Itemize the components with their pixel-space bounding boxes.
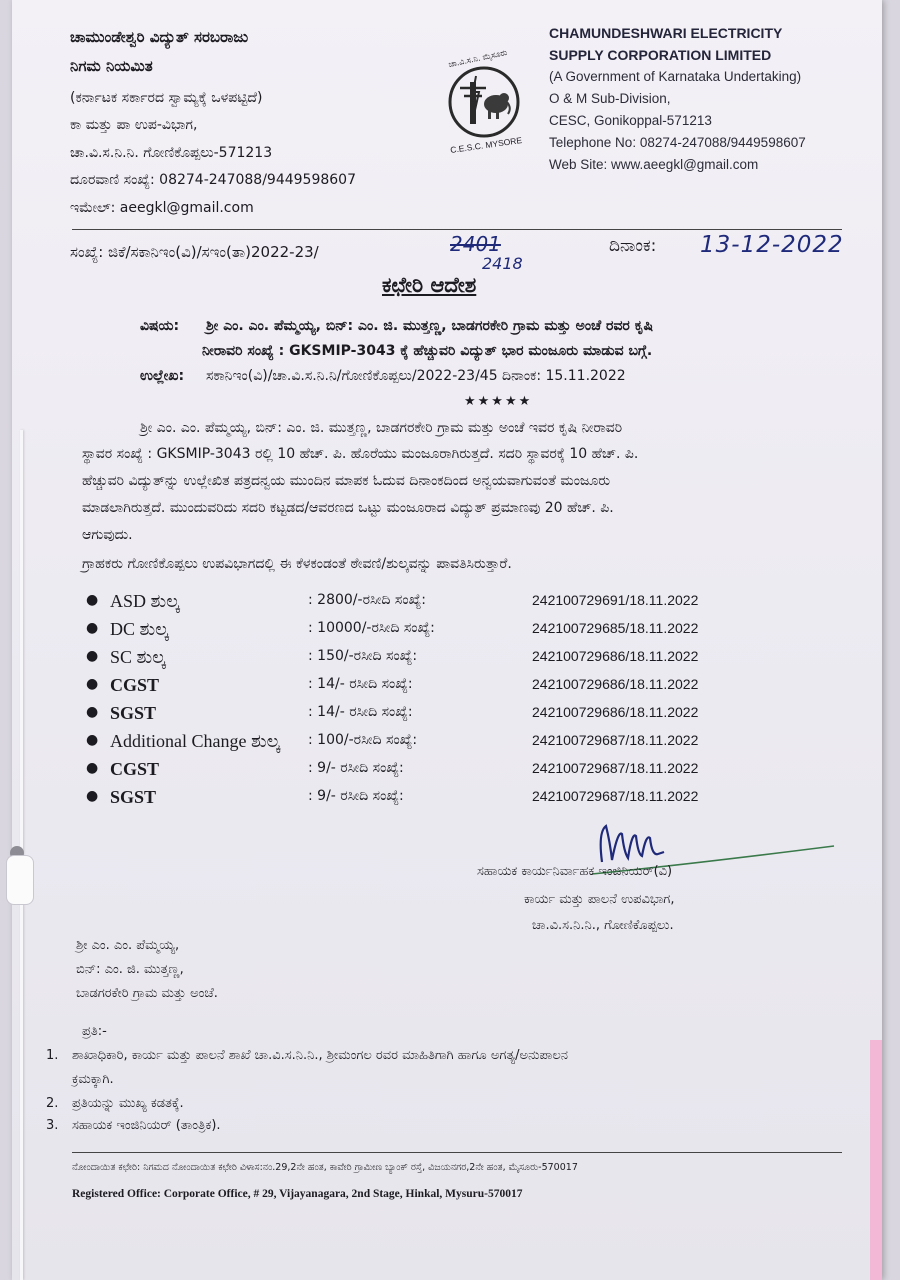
- body-para-1-line-1: ಶ್ರೀ ಎಂ. ಎಂ. ಪೆಮ್ಮಯ್ಯ, ಬಿನ್: ಎಂ. ಜಿ. ಮುತ್ತಣ್ಣ, ಬಾಡಗರಕೇರಿ ಗ್ರಾಮ ಮತ್ತು ಅಂಚೆ ಇವರ ಕೃಷಿ ನೀರಾವರಿ: [140, 420, 623, 436]
- subject-line-2: ನೀರಾವರಿ ಸಂಖ್ಯೆ : GKSMIP-3043 ಕ್ಕೆ ಹೆಚ್ಚುವರಿ ವಿದ್ಯುತ್ ಭಾರ ಮಂಜೂರು ಮಾಡುವ ಬಗ್ಗೆ.: [202, 343, 653, 359]
- en-gov-note: (A Government of Karnataka Undertaking): [549, 69, 802, 84]
- fee-amount: : 14/- ರಸೀದಿ ಸಂಖ್ಯೆ:: [308, 704, 413, 720]
- bullet-icon: ●: [86, 704, 99, 720]
- header-english: [549, 22, 806, 176]
- fee-receipt: 242100729687/18.11.2022: [532, 732, 699, 748]
- bullet-icon: ●: [86, 676, 99, 692]
- copy-item-num: 2.: [46, 1096, 59, 1111]
- en-org-name-2: SUPPLY CORPORATION LIMITED: [549, 47, 772, 63]
- en-phone: Telephone No: 08274-247088/9449598607: [549, 135, 806, 150]
- order-number-label: ಸಂಖ್ಯೆ: ಜಿಕೆ/ಸಕಾನಿಇಂ(ವಿ)/ಸಇಂ(ತಾ)2022-23/: [70, 243, 319, 261]
- copy-item-num: 1.: [46, 1048, 59, 1063]
- reference-text: ಸಕಾನಿಇಂ(ವಿ)/ಚಾ.ವಿ.ಸ.ನಿ.ನಿ/ಗೋಣಿಕೊಪ್ಪಲು/2022-23/45 ದಿನಾಂಕ: 15.11.2022: [206, 368, 626, 384]
- date-label: ದಿನಾಂಕ:: [609, 236, 657, 256]
- kn-cesc-address: ಚಾ.ವಿ.ಸ.ನಿ.ನಿ. ಗೋಣಿಕೊಪ್ಪಲು-571213: [70, 144, 273, 161]
- body-para-1-line-5: ಆಗುವುದು.: [82, 527, 133, 543]
- kn-org-name: ಚಾಮುಂಡೇಶ್ವರಿ ವಿದ್ಯುತ್ ಸರಬರಾಜು: [70, 28, 249, 46]
- fee-row: [86, 702, 786, 728]
- fee-amount: : 14/- ರಸೀದಿ ಸಂಖ್ಯೆ:: [308, 676, 413, 692]
- fee-row: [86, 590, 786, 616]
- footer-divider: [72, 1152, 842, 1153]
- fee-receipt: 242100729687/18.11.2022: [532, 788, 699, 804]
- fee-receipt: 242100729686/18.11.2022: [532, 648, 699, 664]
- logo-text-bottom: C.E.S.C. MYSORE: [449, 135, 523, 155]
- signatory-company: ಚಾ.ವಿ.ಸ.ನಿ.ನಿ., ಗೋಣಿಕೊಪ್ಪಲು.: [532, 918, 674, 933]
- kn-email: ಇಮೇಲ್: aeegkl@gmail.com: [70, 199, 254, 216]
- fee-name: SGST: [110, 787, 157, 807]
- en-org-name-1: CHAMUNDESHWARI ELECTRICITY: [549, 25, 783, 41]
- fee-row: [86, 618, 786, 644]
- fee-receipt: 242100729686/18.11.2022: [532, 676, 699, 692]
- bullet-icon: ●: [86, 788, 99, 804]
- copy-item-text: ಶಾಖಾಧಿಕಾರಿ, ಕಾರ್ಯ ಮತ್ತು ಪಾಲನೆ ಶಾಖೆ ಚಾ.ವಿ.ಸ.ನಿ.ನಿ., ಶ್ರೀಮಂಗಲ ರವರ ಮಾಹಿತಿಗಾಗಿ ಹಾಗೂ ಅಗತ್ಯ/ಅನುಪಾಲನ: [72, 1048, 569, 1063]
- en-cesc-address: CESC, Gonikoppal-571213: [549, 113, 712, 128]
- copy-item-text-cont: ಕ್ರಮಕ್ಕಾಗಿ.: [72, 1072, 114, 1087]
- fee-amount: : 100/-ರಸೀದಿ ಸಂಖ್ಯೆ:: [308, 732, 418, 748]
- bullet-icon: ●: [86, 732, 99, 748]
- fee-name: DC ಶುಲ್ಕ: [110, 619, 169, 639]
- fee-receipt: 242100729691/18.11.2022: [532, 592, 699, 608]
- cesc-logo: [430, 48, 538, 156]
- fee-name: ASD ಶುಲ್ಕ: [110, 591, 180, 611]
- fee-row: [86, 674, 786, 700]
- copy-item-num: 3.: [46, 1118, 59, 1133]
- footer-kannada: ನೋಂದಾಯಿತ ಕಛೇರಿ: ನಿಗಮದ ನೋಂದಾಯಿತ ಕಛೇರಿ ವಿಳಾಸ:ನಂ.29,2ನೇ ಹಂತ, ಕಾವೇರಿ ಗ್ರಾಮೀಣ ಬ್ಯಾಂಕ್ ರಸ್ತೆ, ವಿಜಯನಗರ,2ನೇ ಹಂತ, ಮೈಸೂರು-570017: [72, 1162, 578, 1173]
- order-number-struck: 2401: [450, 232, 501, 256]
- fee-row: [86, 758, 786, 784]
- fee-name: CGST: [110, 759, 160, 779]
- reference-label: ಉಲ್ಲೇಖ:: [140, 368, 185, 384]
- fee-amount: : 9/- ರಸೀದಿ ಸಂಖ್ಯೆ:: [308, 760, 404, 776]
- fee-row: [86, 730, 786, 756]
- bullet-icon: ●: [86, 620, 99, 636]
- fee-amount: : 9/- ರಸೀದಿ ಸಂಖ್ಯೆ:: [308, 788, 404, 804]
- fee-name: SGST: [110, 703, 157, 723]
- header-kannada: [70, 28, 356, 227]
- body-para-1-line-3: ಹೆಚ್ಚುವರಿ ವಿದ್ಯುತ್‌ನ್ನು ಉಲ್ಲೇಖಿತ ಪತ್ರದನ್ವಯ ಮುಂದಿನ ಮಾಪಕ ಓದುವ ದಿನಾಂಕದಿಂದ ಅನ್ವಯವಾಗುವಂತೆ ಮಂಜೂರು: [82, 473, 611, 489]
- addressee-line-1: ಶ್ರೀ ಎಂ. ಎಂ. ಪೆಮ್ಮಯ್ಯ,: [76, 938, 180, 953]
- kn-division: ಕಾ ಮತ್ತು ಪಾ ಉಪ-ವಿಭಾಗ,: [70, 117, 198, 133]
- fee-name: CGST: [110, 675, 160, 695]
- footer-english: Registered Office: Corporate Office, # 29, Vijayanagara, 2nd Stage, Hinkal, Mysuru-570017: [72, 1188, 523, 1200]
- order-number: [70, 243, 319, 262]
- fee-row: [86, 646, 786, 672]
- fee-name: Additional Change ಶುಲ್ಕ: [110, 731, 280, 751]
- signatory-office: ಕಾರ್ಯ ಮತ್ತು ಪಾಲನೆ ಉಪವಿಭಾಗ,: [524, 892, 675, 907]
- body-para-1-line-4: ಮಾಡಲಾಗಿರುತ್ತದೆ. ಮುಂದುವರಿದು ಸದರಿ ಕಟ್ಟಡದ/ಆವರಣದ ಒಟ್ಟು ಮಂಜೂರಾದ ವಿದ್ಯುತ್ ಪ್ರಮಾಣವು 20 ಹೆಚ್. ಪಿ.: [82, 500, 614, 516]
- fee-receipt: 242100729686/18.11.2022: [532, 704, 699, 720]
- copy-item-text: ಸಹಾಯಕ ಇಂಜಿನಿಯರ್ (ತಾಂತ್ರಿಕ).: [72, 1118, 221, 1133]
- kn-org-name-2: ನಿಗಮ ನಿಯಮಿತ: [70, 56, 153, 75]
- en-subdivision: O & M Sub-Division,: [549, 91, 671, 106]
- bullet-icon: ●: [86, 648, 99, 664]
- binder-clip: [6, 855, 34, 905]
- stars-separator: ★★★★★: [464, 394, 533, 409]
- bullet-icon: ●: [86, 592, 99, 608]
- addressee-line-2: ಬಿನ್: ಎಂ. ಜಿ. ಮುತ್ತಣ್ಣ,: [76, 962, 184, 977]
- fee-amount: : 10000/-ರಸೀದಿ ಸಂಖ್ಯೆ:: [308, 620, 435, 636]
- body-para-2: ಗ್ರಾಹಕರು ಗೋಣಿಕೊಪ್ಪಲು ಉಪವಿಭಾಗದಲ್ಲಿ ಈ ಕೆಳಕಂಡಂತೆ ಠೇವಣಿ/ಶುಲ್ಕವನ್ನು ಪಾವತಿಸಿರುತ್ತಾರೆ.: [82, 556, 512, 572]
- fee-receipt: 242100729687/18.11.2022: [532, 760, 699, 776]
- kn-gov-note: (ಕರ್ನಾಟಕ ಸರ್ಕಾರದ ಸ್ವಾಮ್ಯಕ್ಕೆ ಒಳಪಟ್ಟಿದೆ): [70, 89, 263, 106]
- document-title: ಕಛೇರಿ ಆದೇಶ: [382, 273, 477, 297]
- kn-phone: ದೂರವಾಣಿ ಸಂಖ್ಯೆ: 08274-247088/9449598607: [70, 172, 356, 188]
- copy-item-text: ಪ್ರತಿಯನ್ನು ಮುಖ್ಯ ಕಡತಕ್ಕೆ.: [72, 1096, 184, 1111]
- body-para-1-line-2: ಸ್ಥಾವರ ಸಂಖ್ಯೆ : GKSMIP-3043 ರಲ್ಲಿ 10 ಹೆಚ್. ಪಿ. ಹೊರೆಯು ಮಂಜೂರಾಗಿರುತ್ತದೆ. ಸದರಿ ಸ್ಥಾವರಕ್ಕೆ 10 ಹೆಚ್. ಪಿ.: [82, 446, 639, 462]
- fee-row: [86, 786, 786, 812]
- subject-line-1: ಶ್ರೀ ಎಂ. ಎಂ. ಪೆಮ್ಮಯ್ಯ, ಬಿನ್: ಎಂ. ಜಿ. ಮುತ್ತಣ್ಣ, ಬಾಡಗರಕೇರಿ ಗ್ರಾಮ ಮತ್ತು ಅಂಚೆ ರವರ ಕೃಷಿ: [206, 318, 654, 334]
- logo-text-top: ಚಾ.ವಿ.ಸ.ನಿ. ಮೈಸೂರು: [447, 47, 508, 70]
- header-divider: [72, 229, 842, 230]
- bullet-icon: ●: [86, 760, 99, 776]
- subject-label: ವಿಷಯ:: [140, 318, 180, 334]
- fee-receipt: 242100729685/18.11.2022: [532, 620, 699, 636]
- addressee-line-3: ಬಾಡಗರಕೇರಿ ಗ್ರಾಮ ಮತ್ತು ಅಂಚೆ.: [76, 986, 218, 1001]
- en-website: Web Site: www.aeegkl@gmail.com: [549, 157, 759, 172]
- order-number-handwritten: 2418: [482, 254, 523, 273]
- date-handwritten: 13-12-2022: [700, 232, 844, 258]
- signatory-title: ಸಹಾಯಕ ಕಾರ್ಯನಿರ್ವಾಹಕ ಇಂಜಿನಿಯರ್(ವಿ): [477, 864, 673, 879]
- fee-amount: : 150/-ರಸೀದಿ ಸಂಖ್ಯೆ:: [308, 648, 418, 664]
- document-page: [12, 0, 882, 1280]
- copy-label: ಪ್ರತಿ:-: [82, 1024, 107, 1039]
- pink-sheet-edge: [870, 1040, 882, 1280]
- fee-amount: : 2800/-ರಸೀದಿ ಸಂಖ್ಯೆ:: [308, 592, 426, 608]
- fee-name: SC ಶುಲ್ಕ: [110, 647, 166, 667]
